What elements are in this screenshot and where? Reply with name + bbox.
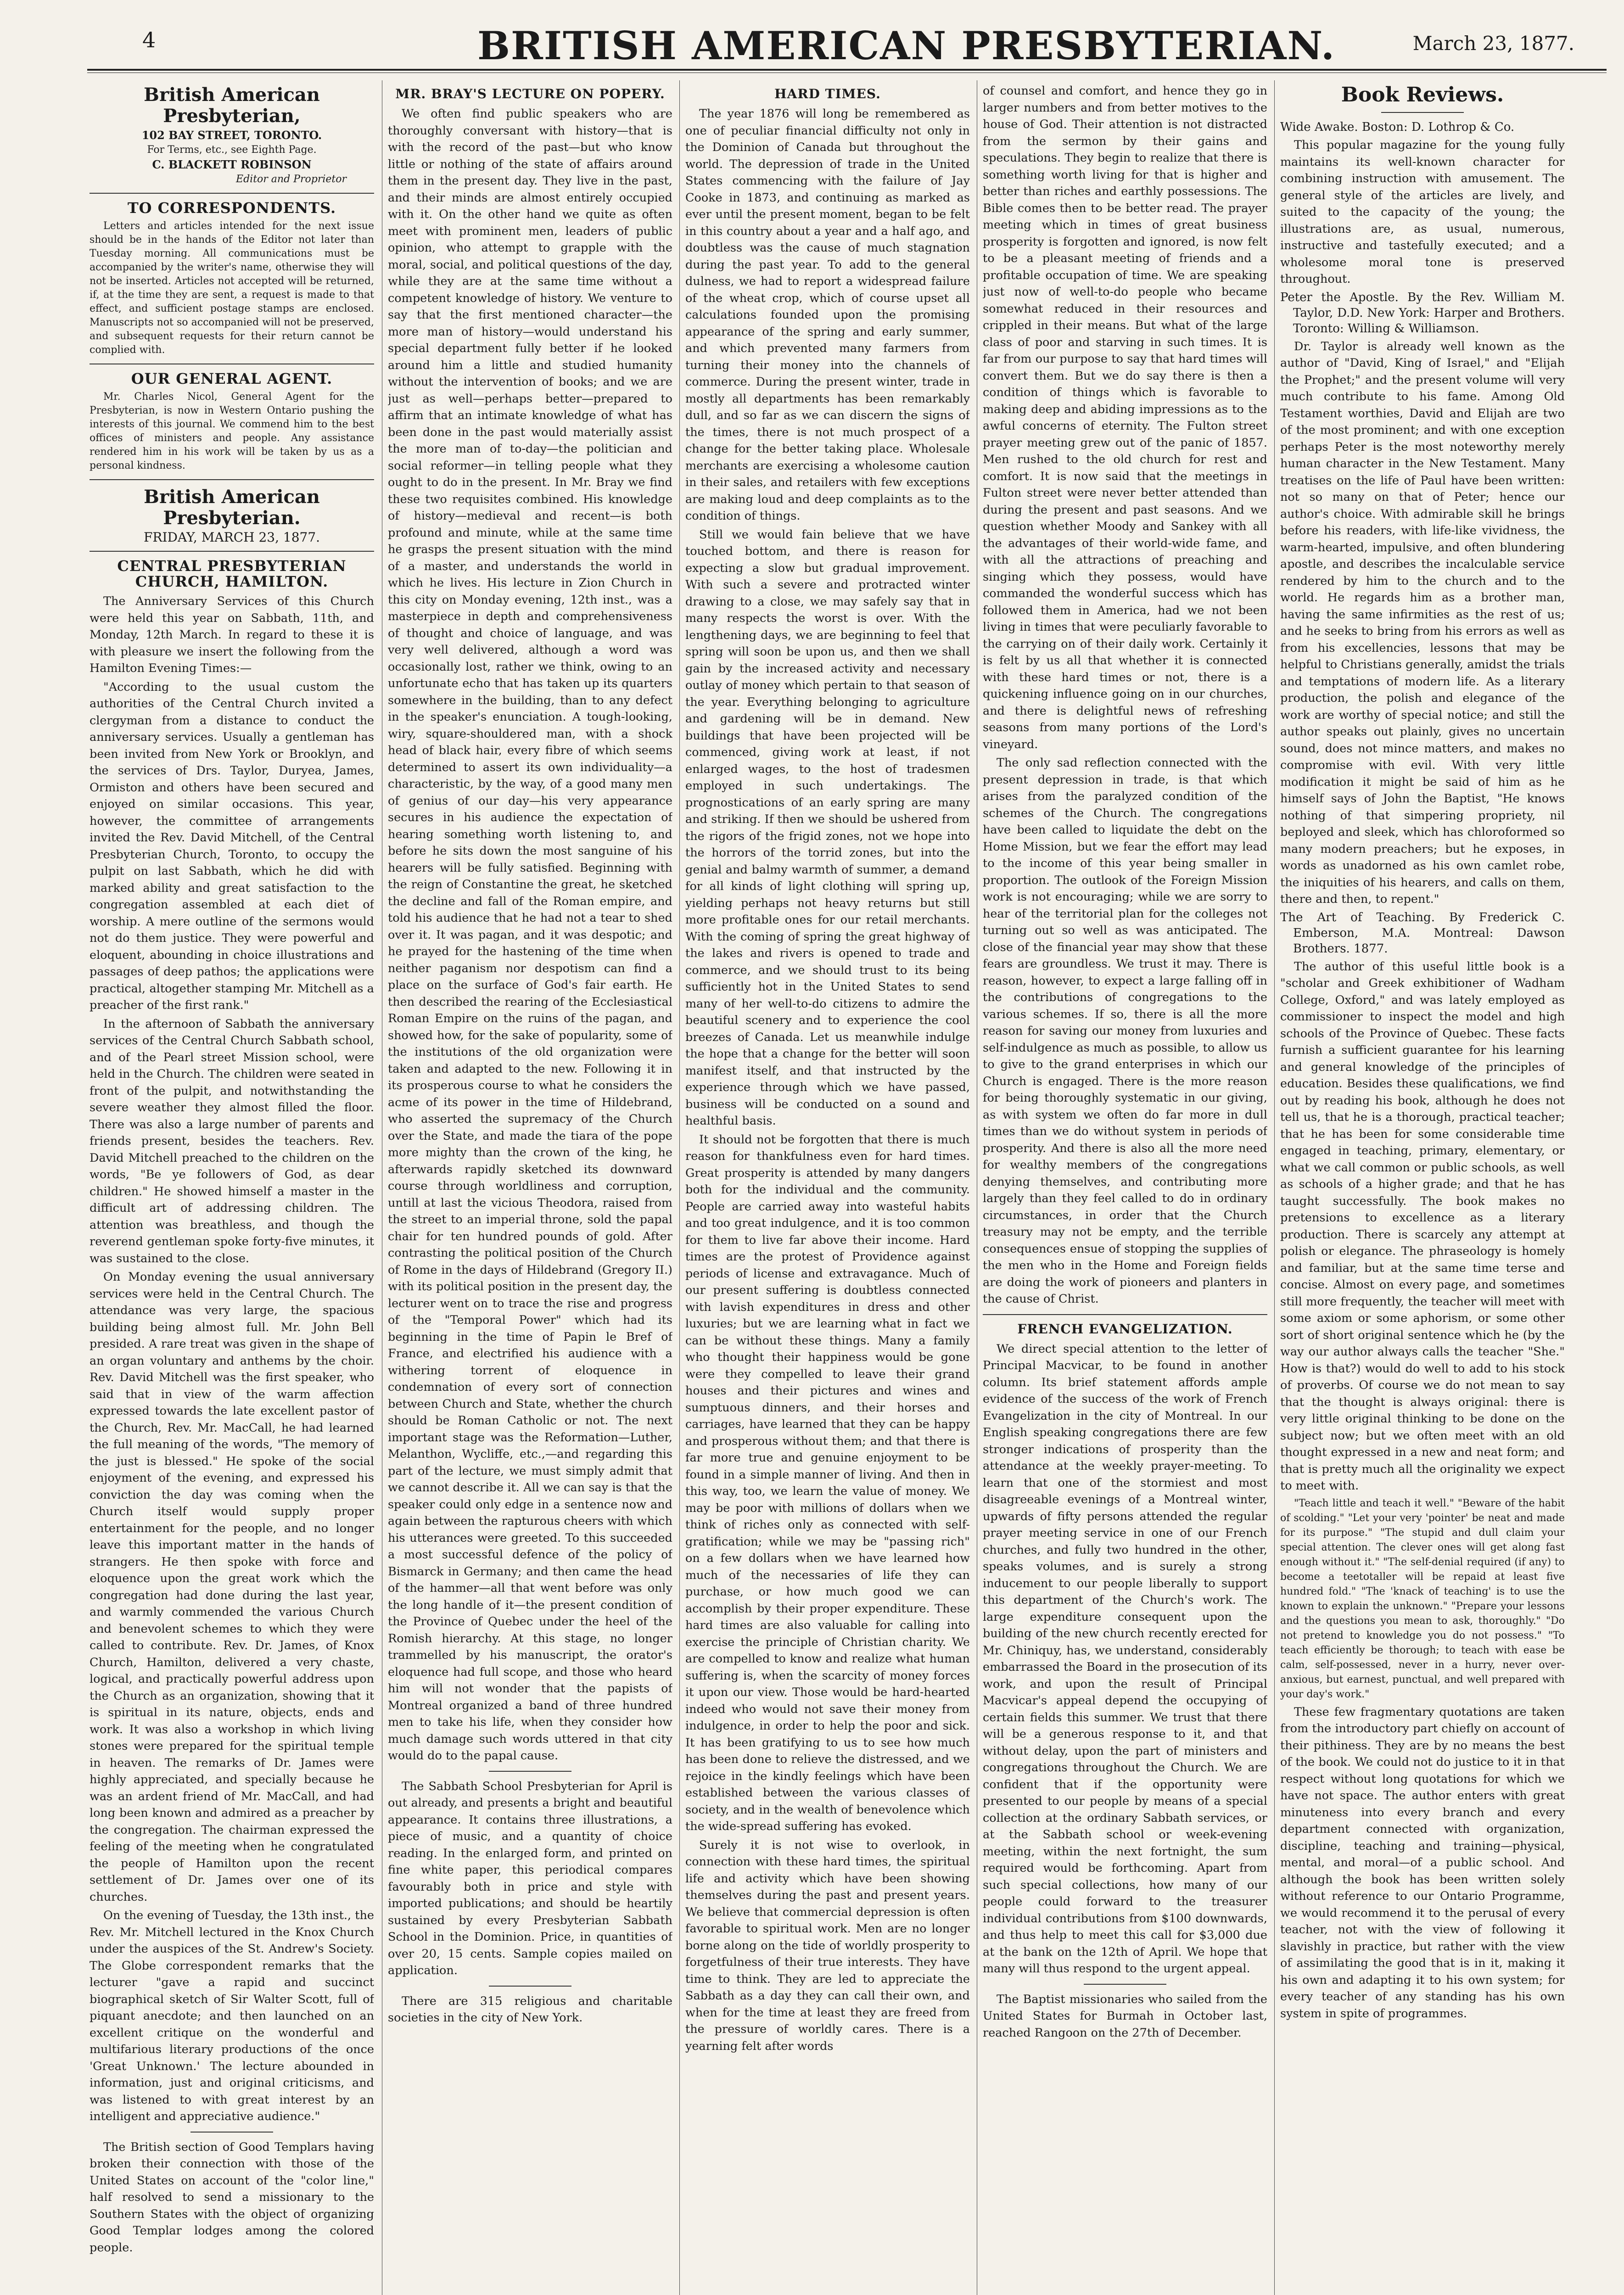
correspondents-heading: TO CORRESPONDENTS.: [127, 199, 336, 217]
templars-note: The British section of Good Templars having broken their connection with those of the United States on account of the "color line," half resolved to send a missionary to the Southern States with the object of organizing Good Templar lodges among the colored people.: [90, 2140, 374, 2255]
review-text: These few fragmentary quotations are taken from the introductory part chiefly on account of their pithiness. They are by no means the best of the book. We could not do justice to it in that respect without long quotations for which we have not space. The author enters with great minuteness into every branch and every department connected with organization, discipline, teaching and training—physical, mental, and moral—of a public school. And although the book has been written solely without reference to our Ontario Programme, we would recommend it to the perusal of every teacher, not with the view of following it slavishly in practice, but rather with the view of assimilating the good that is in it, making it his own and adapting it to his own system; for every teacher of any standing has his own system in spite of programmes.: [1280, 1705, 1565, 2021]
column-4: [983, 83, 1267, 2295]
paper-title: BRITISH AMERICAN PRESBYTERIAN.: [477, 23, 1336, 68]
review-text: The author of this useful little book is a "scholar and Greek exhibitioner of Wadham College, Oxford," and was lately employed as commissioner to inspect the model and high schools of the Province of Quebec. These facts furnish a sufficient guarantee for his learning and general knowledge of the principles of education. Besides these qualifications, we find out by reading his book, although he does not tell us, that he is a thorough, practical teacher; that he has been for some considerable time engaged in teaching, primary, elementary, or what we call common or public schools, as well as schools of a higher grade; and that he has taught successfully. The book makes no pretensions to excellence as a literary production. There is scarcely any attempt at polish or elegance. The phraseology is homely and familiar, but at the same time terse and concise. Almost on every page, and sometimes still more frequently, the teacher will meet with some axiom or some aphorism, or some other sort of short original sentence which he (by the way our author always calls the teacher "She." How is that?) would do well to add to his stock of proverbs. Of course we do not mean to say that the thought is always original: there is very little original thinking to be done on the subject now; but we often meet with an old thought expressed in a new and neat form; and that is pretty much all the originality we expect to meet with.: [1280, 959, 1565, 1493]
divider: [90, 479, 374, 480]
nameplate-secondary: British American Presbyterian.: [144, 486, 320, 529]
article-paragraph: Surely it is not wise to overlook, in connection with these hard times, the spiritual life and activity which have been showing themselves during the past and present years. We believe that commercial depression is often favorable to spiritual work. Men are no longer borne along on the tide of worldly prosperity to forgetfulness of their true interests. They have time to think. They are led to appreciate the Sabbath as a day they can call their own, and when for the time at least they are freed from the pressure of worldly cares. There is a yearning felt after words: [685, 1838, 970, 2053]
article-paragraph: It should not be forgotten that there is much reason for thankfulness even for hard times. Great prosperity is attended by many dangers both for the individual and the community. People are carried away into wasteful habits and too great indulgence, and it is too common for them to live far above their income. Hard times are the protest of Providence against periods of license and extravagance. Much of our present suffering is doubtless connected with lavish expenditures in dress and other luxuries; but we are learning what in fact we can be without these things. Many a family who thought their happiness would be gone were they compelled to leave their grand houses and their pictures and wines and sumptuous dinners, and their horses and carriages, have learned that they can be happy and prosperous without them; and that there is far more true and genuine enjoyment to be found in a simple manner of living. And then in this way, too, we learn the value of money. We may be poor with millions of dollars when we think of riches only as connected with self-gratification; while we may be "passing rich" on a few dollars when we have learned how much of the necessaries of life they can purchase, or how much good we can accomplish by their proper expenditure. These hard times are also valuable for calling into exercise the principle of Christian charity. We are compelled to know and realize what human suffering is, when the scarcity of money forces it upon our view. Those would be hard-hearted indeed who would not save their money from indulgence, in order to help the poor and sick. It has been gratifying to us to see how much has been done to relieve the distressed, and we rejoice in the kindly feelings which have been established between the various classes of society, and in the wealth of benevolence which the wide-spread suffering has evoked.: [685, 1132, 970, 1833]
article-heading-bray-lecture: MR. BRAY'S LECTURE ON POPERY.: [395, 86, 665, 101]
article-paragraph: Still we would fain believe that we have touched bottom, and there is reason for expecting a slow but gradual improvement. With such a severe and protracted winter drawing to a close, we may safely say that in many respects the worst is over. With the lengthening days, we are beginning to feel that spring will soon be upon us, and then we shall gain by the increased activity and necessary outlay of money which pertain to that season of the year. Everything belonging to agriculture and gardening will be in demand. New buildings that have been projected will be commenced, giving work at least, if not enlarged wages, to the host of tradesmen employed in such undertakings. The prognostications of an early spring are many and striking. If then we should be ushered from the rigors of the frigid zones, not we hope into the horrors of the torrid zones, but into the genial and balmy warmth of summer, a demand for all kinds of light clothing will spring up, yielding perhaps not heavy returns but still more profitable ones for our retail merchants. With the coming of spring the great highway of the lakes and rivers is opened to trade and commerce, and we should trust to its being sufficiently hot in the United States to send many of her well-to-do citizens to admire the beautiful scenery and to experience the cool breezes of Canada. Let us meanwhile indulge the hope that a change for the better will soon manifest itself, and that instructed by the experience through which we have passed, business will be conducted on a sound and healthful basis.: [685, 527, 970, 1128]
page-number: 4: [142, 28, 156, 52]
column-2: [388, 83, 672, 2295]
column-rule: [679, 80, 680, 2295]
publisher-title: Editor and Proprietor: [236, 174, 347, 185]
correspondents-text: Letters and articles intended for the next issue should be in the hands of the Editor not later than Tuesday morning. All communications must be accompanied by the writer's name, otherwise they will not be inserted. Articles not accepted will be returned, if, at the time they are sent, a request is made to that effect, and sufficient postage stamps are enclosed. Manuscripts not so accompanied will not be preserved, and subsequent requests for their return cannot be complied with.: [90, 220, 374, 356]
review-text: This popular magazine for the young fully maintains its well-known character for combining instruction with amusement. The general style of the articles are lively, and suited to the capacity of the young; the illustrations are, as usual, numerous, instructive and tastefully executed; and a wholesome moral tone is preserved throughout.: [1280, 138, 1565, 286]
article-paragraph: The year 1876 will long be remembered as one of peculiar financial difficulty not only in the Dominion of Canada but throughout the world. The depression of trade in the United States commencing with the failure of Jay Cooke in 1873, and continuing as marked as ever until the present moment, began to be felt in this country about a year and a half ago, and doubtless was the cause of much stagnation during the past year. To add to the general dulness, we had to report a widespread failure of the wheat crop, which of course upset all calculations founded upon the promising appearance of the spring and early summer, and which prevented many farmers from turning their money into the channels of commerce. During the present winter, trade in mostly all departments has been remarkably dull, and so far as we can discern the signs of the times, there is not much prospect of a change for the better taking place. Wholesale merchants are exercising a wholesome caution in their sales, and retailers with few exceptions are making loud and deep complaints as to the condition of things.: [685, 107, 970, 523]
column-3: [685, 83, 970, 2295]
column-5: [1280, 83, 1565, 2295]
divider: [90, 551, 374, 552]
review-title: Wide Awake. Boston: D. Lothrop & Co.: [1280, 120, 1515, 134]
sabbath-school-note: The Sabbath School Presbyterian for April is out already, and presents a bright and beautiful appearance. It contains three illustrations, a piece of music, and a quantity of choice reading. In the enlarged form, and printed on fine white paper, this periodical compares favourably both in price and style with imported publications; and should be heartily sustained by every Presbyterian Sabbath School in the Dominion. Price, in quantities of over 20, 15 cents. Sample copies mailed on application.: [388, 1779, 672, 1977]
review-title: Peter the Apostle. By the Rev. William M. Taylor, D.D. New York: Harper and Brothers. Toronto: Willing & Williamson.: [1280, 290, 1565, 336]
divider: [1381, 112, 1464, 113]
column-1: [90, 83, 374, 2295]
terms-note: For Terms, etc., see Eighth Page.: [147, 144, 317, 156]
divider: [1084, 1984, 1166, 1985]
divider: [983, 1314, 1267, 1315]
agent-heading: OUR GENERAL AGENT.: [131, 370, 333, 387]
societies-note: There are 315 religious and charitable societies in the city of New York.: [388, 1994, 672, 2025]
issue-date: FRIDAY, MARCH 23, 1877.: [143, 530, 320, 545]
review-text: Dr. Taylor is already well known as the author of "David, King of Israel," and "Elijah the Prophet;" and the present volume will very much contribute to his fame. Among Old Testament worthies, David and Elijah are two of the most prominent; and with one exception perhaps Peter is the most noteworthy merely human character in the New Testament. Many treatises on the life of Paul have been written: not so many on that of Peter; hence our author's choice. With admirable skill he brings before his readers, with life-like vividness, the warm-hearted, impulsive, and often blundering apostle, and describes the incalculable service rendered by him to the church and to the world. He regards him as a brother man, having the same infirmities as the rest of us; and he seeks to bring from his errors as well as from his excellencies, lessons that may be helpful to Christians generally, amidst the trials and temptations of modern life. As a literary production, the polish and elegance of the work are worthy of special notice; and still the author speaks out plainly, gives no uncertain sound, does not mince matters, and makes no compromise with evil. With very little modification it might be said of him as he himself says of John the Baptist, "He knows nothing of that simpering propriety, nil beployed and sleek, which has chloroformed so many modern preachers; but he exposes, in words as unadorned as his own camlet robe, the iniquities of his hearers, and calls on them, there and then, to repent.": [1280, 339, 1565, 906]
review-quotations: "Teach little and teach it well." "Beware of the habit of scolding." "Let your very 'pointer' be neat and made for its purpose." "The stupid and dull claim your special attention. The clever ones will get along fast enough without it." "The self-denial required (if any) to become a teetotaller will be repaid at least five hundred fold." "The 'knack of teaching' is to use the known to explain the unknown." "Prepare your lessons and the questions you mean to ask, thoroughly." "Do not pretend to knowledge you do not possess." "To teach efficiently be thorough; to teach with ease be calm, self-possessed, never in a hurry, never over-anxious, but earnest, punctual, and well prepared with your day's work.": [1280, 1497, 1565, 1700]
baptist-note: The Baptist missionaries who sailed from the United States for Burmah in October last, reached Rangoon on the 27th of December.: [983, 1992, 1267, 2040]
review-title: The Art of Teaching. By Frederick C. Emberson, M.A. Montreal: Dawson Brothers. 1877.: [1280, 910, 1565, 956]
divider: [190, 2132, 273, 2133]
article-heading-hard-times: HARD TIMES.: [774, 86, 881, 101]
divider: [90, 193, 374, 194]
article-paragraph: of counsel and comfort, and hence they go in larger numbers and from better motives to the house of God. Their attention is not distracted from the sermon by their gains and speculations. They begin to realize that there is something worth living for that is higher and better than riches and earthly possessions. The Bible comes then to be better read. The prayer meeting which in times of great business prosperity is forgotten and ignored, is now felt to be a pleasant meeting of friends and a profitable occupation of time. We are speaking just now of well-to-do people who became somewhat reduced in their resources and crippled in their means. But what of the large class of poor and starving in such times. It is far from our purpose to say that hard times will convert them. But we do say there is then a condition of things which is favorable to making deep and abiding impressions as to the awful concerns of eternity. The Fulton street prayer meeting grew out of the panic of 1857. Men rushed to the old church for rest and comfort. It is now said that the meetings in Fulton street were never better attended than during the present and past seasons. And we question whether Moody and Sankey with all the advantages of their world-wide fame, and with all the attractions of preaching and singing which they possess, would have commanded the wonderful success which has followed them in America, had we not been living in times that were peculiarly favorable to the carrying on of their daily work. Certainly it is felt by us all that whether it is connected with these hard times or not, there is a quickening influence going on in our churches, and there is delightful news of refreshing seasons from many portions of the Lord's vineyard.: [983, 84, 1267, 751]
divider: [489, 1986, 571, 1987]
nameplate: British American Presbyterian,: [144, 84, 320, 127]
article-paragraph: We often find public speakers who are thoroughly conversant with history—that is with the record of the past—but who know little or nothing of the state of affairs around them in the present day. They live in the past, and their minds are almost entirely occupied with it. On the other hand we quite as often meet with prominent men, leaders of public opinion, who attempt to grapple with the moral, social, and political questions of the day, while they are at the same time without a competent knowledge of history. We venture to say that the first mentioned character—the more man of history—would understand his special department fully better if he looked around him a little and studied humanity without the intervention of books; and we are just as well—perhaps better—prepared to affirm that an intimate knowledge of what has been done in the past would materially assist the more man of to-day—the politician and social reformer—in telling people what they ought to do in the present. In Mr. Bray we find these two requisites combined. His knowledge of history—medieval and recent—is both profound and minute, while at the same time he grasps the present situation with the mind of a master, and understands the world in which he lives. His lecture in Zion Church in this city on Monday evening, 12th inst., was a masterpiece in depth and comprehensiveness of thought and choice of language, and was very well delivered, although a word was occasionally lost, rather we think, owing to an unfortunate echo that has taken up its quarters somewhere in the building, than to any defect in the speaker's enunciation. A tough-looking, wiry, square-shouldered man, with a shock head of black hair, every fibre of which seems determined to assert its own individuality—a characteristic, by the way, of a good many men of genius of our day—his very appearance secures in his audience the expectation of hearing something worth listening to, and before he sits down the most sanguine of his hearers will be fully satisfied. Beginning with the reign of Constantine the great, he sketched the decline and fall of the Roman empire, and told his audience that he had not a tear to shed over it. It was pagan, and it was despotic; and he prayed for the hastening of the time when neither paganism nor despotism can find a place on the surface of God's fair earth. He then described the rearing of the Ecclesiastical Roman Empire on the ruins of the pagan, and showed how, for the sake of popularity, some of the institutions of the old organization were taken and adapted to the new. Following it in its prosperous course to what he considers the acme of its power in the time of Hildebrand, who asserted the supremacy of the Church over the State, and made the tiara of the pope more mighty than the crown of the king, he afterwards rapidly sketched its downward course through worldliness and corruption, untill at last the vicious Theodora, raised from the street to an imperial throne, sold the papal chair for ten hundred pounds of gold. After contrasting the political position of the Church of Rome in the days of Hildebrand (Gregory II.) with its political position in the present day, the lecturer went on to trace the rise and progress of the "Temporal Power" which had its beginning in the time of Papin le Bref of France, and electrified his audience with a withering torrent of eloquence in condemnation of every sort of connection between Church and State, whether the church should be Roman Catholic or not. The next important stage was the Reformation—Luther, Melanthon, Wycliffe, etc.,—and regarding this part of the lecture, we must simply admit that we cannot describe it. All we can say is that the speaker could only edge in a sentence now and again between the rapturous cheers with which his utterances were greeted. To this succeeded a most successful defence of the policy of Bismarck in Germany; and then came the head of the hammer—all that went before was only the long handle of it—the present condition of the Province of Quebec under the heel of the Romish hierarchy. At this stage, no longer trammelled by his manuscript, the orator's eloquence had full scope, and those who heard him will not wonder that the papists of Montreal organized a band of three hundred men to take his life, when they consider how much damage such words uttered in that city would do to the papal cause.: [388, 107, 672, 1763]
masthead: [87, 23, 1602, 69]
address: 102 BAY STREET, TORONTO.: [141, 129, 322, 142]
agent-text: Mr. Charles Nicol, General Agent for the Presbyterian, is now in Western Ontario pushing the interests of this journal. We commend him to the best offices of ministers and people. Any assistance rendered him in his work will be taken by us as a personal kindness.: [90, 391, 374, 471]
publisher: C. BLACKETT ROBINSON: [152, 158, 312, 171]
article-paragraph: We direct special attention to the letter of Principal Macvicar, to be found in another column. Its brief statement affords ample evidence of the success of the work of French Evangelization in the city of Montreal. In our English speaking congregations there are few stronger indications of prosperity than the attendance at the weekly prayer-meeting. To learn that one of the stormiest and most disagreeable evenings of a Montreal winter, upwards of fifty persons attended the regular prayer meeting service in one of our French churches, and fully two hundred in the other, speaks volumes, and is surely a strong inducement to our people liberally to support this department of the Church's work. The large expenditure consequent upon the building of the new church recently erected for Mr. Chiniquy, has, we understand, considerably embarrassed the Board in the prosecution of its work, and upon the result of Principal Macvicar's appeal depend the occupying of certain fields this summer. We trust that there will be a generous response to it, and that without delay, upon the part of ministers and congregations throughout the Church. We are confident that if the opportunity were presented to our people by means of a special collection at the ordinary Sabbath services, or at the Sabbath school or week-evening meeting, within the next fortnight, the sum required would be forthcoming. Apart from such special collections, how many of our people could forward to the treasurer individual contributions from $100 downwards, and thus help to meet this call for $3,000 due at the bank on the 12th of April. We hope that many will thus respond to the urgent appeal.: [983, 1342, 1267, 1976]
masthead-rule: [87, 69, 1607, 71]
article-heading-central-church: CENTRAL PRESBYTERIAN CHURCH, HAMILTON.: [117, 557, 347, 590]
book-reviews-heading: Book Reviews.: [1341, 83, 1504, 106]
divider: [489, 1771, 571, 1772]
page-date: March 23, 1877.: [1412, 32, 1574, 55]
article-paragraph: On Monday evening the usual anniversary services were held in the Central Church. The attendance was very large, the spacious building being almost full. Mr. John Bell presided. A rare treat was given in the shape of an organ voluntary and anthems by the choir. Rev. David Mitchell was the first speaker, who said that in view of the warm affection expressed towards the late excellent pastor of the Church, Rev. Mr. MacCall, he had learned the full meaning of the words, "The memory of the just is blessed." He spoke of the social enjoyment of the evening, and expressed his conviction the day was coming when the Church itself would supply proper entertainment for the people, and no longer leave this important matter in the hands of strangers. He then spoke with force and eloquence upon the great work which the congregation had done during the last year, and warmly commended the various Church and benevolent schemes to which they were called to contribute. Rev. Dr. James, of Knox Church, Hamilton, delivered a very chaste, logical, and practically powerful address upon the Church as an organization, showing that it is spiritual in its nature, objects, ends and work. It was also a workshop in which living stones were prepared for the spiritual temple in heaven. The remarks of Dr. James were highly appreciated, and specially because he was an ardent friend of Mr. MacCall, and had long been known and admired as a preacher by the congregation. The chairman expressed the feeling of the meeting when he congratulated the people of Hamilton upon the recent settlement of Dr. James over one of its churches.: [90, 1270, 374, 1904]
article-paragraph: On the evening of Tuesday, the 13th inst., the Rev. Mr. Mitchell lectured in the Knox Church under the auspices of the St. Andrew's Society. The Globe correspondent remarks that the lecturer "gave a rapid and succinct biographical sketch of Sir Walter Scott, full of piquant anecdote; and then launched on an excellent critique on the wonderful and multifarious literary productions of the once 'Great Unknown.' The lecture abounded in information, just and original criticisms, and was listened to with great interest by an intelligent and appreciative audience.": [90, 1909, 374, 2123]
article-paragraph: The Anniversary Services of this Church were held this year on Sabbath, 11th, and Monday, 12th March. In regard to these it is with pleasure we insert the following from the Hamilton Evening Times:—: [90, 594, 374, 675]
article-paragraph: "According to the usual custom the authorities of the Central Church invited a clergyman from a distance to conduct the anniversary services. Usually a gentleman has been invited from New York or Brooklyn, and the services of Drs. Taylor, Duryea, James, Ormiston and others have been secured and enjoyed on similar occasions. This year, however, the committee of arrangements invited the Rev. David Mitchell, of the Central Presbyterian Church, Toronto, to occupy the pulpit on last Sabbath, which he did with marked ability and great satisfaction to the congregation assembled at each diet of worship. A mere outline of the sermons would not do them justice. They were powerful and eloquent, abounding in choice illustrations and passages of deep pathos; the applications were practical, altogether stamping Mr. Mitchell as a preacher of the first rank.": [90, 680, 374, 1012]
article-heading-french-evangelization: FRENCH EVANGELIZATION.: [1017, 1321, 1233, 1337]
article-paragraph: The only sad reflection connected with the present depression in trade, is that which arises from the paralyzed condition of the schemes of the Church. The congregations have been called to liquidate the debt on the Home Mission, but we fear the effort may lead to the income of this year being smaller in proportion. The outlook of the Foreign Mission work is not encouraging; while we are sorry to hear of the territorial plan for the colleges not turning out so well as was anticipated. The close of the financial year may show that these fears are groundless. We trust it may. There is reason, however, to expect a large falling off in the contributions of congregations to the various schemes. If so, there is all the more reason for saving our money from luxuries and self-indulgence as much as possible, to allow us to give to the grand enterprises in which our Church is engaged. There is the more reason for being thoroughly systematic in our giving, as with system we often do far more in dull times than we do without system in periods of prosperity. And there is also all the more need for wealthy members of the congregations denying themselves, and contributing more largely than they feel called to do in ordinary circumstances, in order that the Church treasury may not be empty, and the terrible consequences ensue of stopping the supplies of the men who in the Home and Foreign fields are doing the work of pioneers and planters in the cause of Christ.: [983, 756, 1267, 1306]
column-rule: [1274, 80, 1275, 2295]
article-paragraph: In the afternoon of Sabbath the anniversary services of the Central Church Sabbath school, and of the Pearl street Mission school, were held in the Church. The children were seated in front of the pulpit, and notwithstanding the severe weather they almost filled the floor. There was also a large number of parents and friends present, besides the teachers. Rev. David Mitchell preached to the children on the words, "Be ye followers of God, as dear children." He showed himself a master in the difficult art of addressing children. The attention was breathless, and though the reverend gentleman spoke forty-five minutes, it was sustained to the close.: [90, 1017, 374, 1265]
